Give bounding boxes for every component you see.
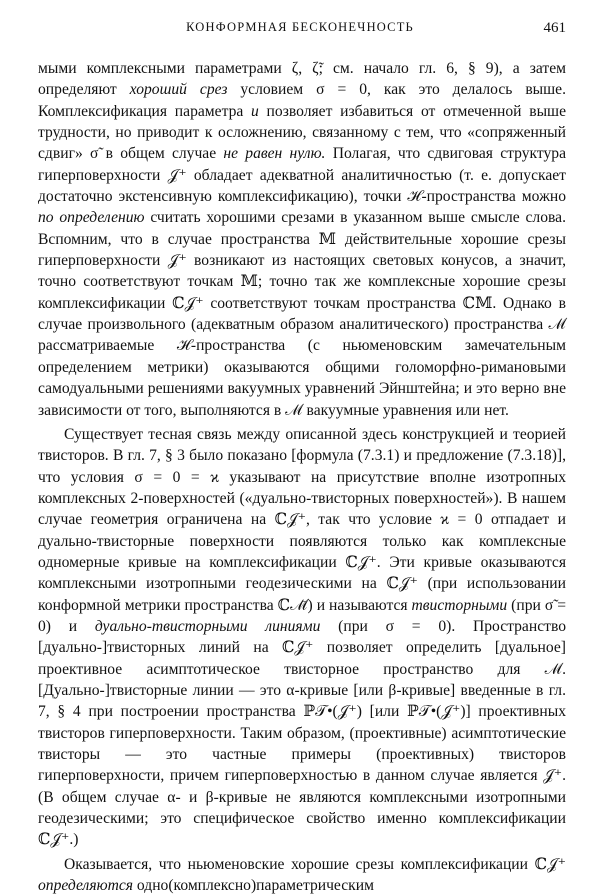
italic-term: определяются — [38, 877, 134, 895]
text-run: одно(комплексно)параметрическим — [133, 877, 374, 895]
running-title: КОНФОРМНАЯ БЕСКОНЕЧНОСТЬ — [186, 20, 414, 34]
italic-term: хороший срез — [129, 81, 228, 99]
text-run: Оказывается, что ньюменовские хорошие срезы комплексификации ℂ𝒥⁺ — [64, 855, 566, 873]
text-run: Существует тесная связь между описанной здесь конструкцией и теорией твисторов. В гл. 7, § 3 было показано [формула (7.3.1) и предложение (7.3.18)], что условия σ = 0 = ϰ указывают на присутствие вполне изотропных комплексных 2-поверхностей («дуально-твисторных поверхностей»). В нашем случае геометрия ограничена на ℂ𝒥⁺, так что условие ϰ = 0 отпадает и дуально-твисторные поверхности появляются только как комплексные одномерные кривые на комплексификации ℂ𝒥⁺. Эти кривые оказываются комплексными изотропными геодезическими на ℂ𝒥⁺ (при использовании конформной метрики пространства ℂℳ̃) и называются — [38, 425, 566, 614]
text-run: условием σ = 0, как это делалось выше. Комплексификация параметра — [38, 81, 566, 120]
italic-term: дуально-твисторными линиями — [94, 617, 321, 635]
page-body — [38, 58, 566, 896]
italic-term: твисторными — [411, 596, 508, 614]
page-header — [0, 20, 600, 44]
paragraph — [38, 854, 566, 896]
text-run: Полагая, что сдвиговая структура гиперповерхности 𝒥⁺ обладает адекватной аналитичностью (т. е. допускает достаточно экстенсивную комплексификацию), точки ℋ-пространства можно — [38, 145, 567, 206]
text-run: (при σ = 0). Пространство [дуально-]твисторных линий на ℂ𝒥⁺ позволяет определить [дуальное] проективное асимптотическое твисторное пространство для ℳ. [Дуально-]твисторные линии — это α-кривые [или β-кривые] введенные в гл. 7, § 4 при построении пространства ℙ𝒯•(𝒥⁺) [или ℙ𝒯•(𝒥⁺)] проективных твисторов гиперповерхности. Таким образом, (проективные) асимптотические твисторы — это частные примеры (проективных) твисторов гиперповерхности, причем гиперповерхностью в данном случае является 𝒥⁺. (В общем случае α- и β-кривые не являются комплексными изотропными геодезическими; это специфическое свойство именно комплексификации ℂ𝒥⁺.) — [38, 617, 566, 849]
text-run: считать хорошими срезами в указанном выше смысле слова. Вспомним, что в случае пространства 𝕄 действительные хорошие срезы гиперповерхности 𝒥⁺ возникают из настоящих световых конусов, а значит, точно соответствуют точкам 𝕄; точно так же комплексные хорошие срезы комплексификации ℂ𝒥⁺ соответствуют точкам пространства ℂ𝕄. Однако в случае произвольного (адекватным образом аналитического) пространства ℳ рассматриваемые ℋ-пространства (с ньюменовским замечательным определением метрики) оказываются общими голоморфно-римановыми самодуальными решениями вакуумных уравнений Эйнштейна; и это верно вне зависимости от того, выполняются в ℳ вакуумные уравнения или нет. — [38, 209, 566, 419]
paragraph — [38, 58, 566, 421]
text-run: (при σ̃ = 0) и — [38, 596, 566, 635]
italic-term: u — [251, 102, 259, 120]
text-run: мыми комплексными параметрами ζ, ζ̃; см. начало гл. 6, § 9), а затем определяют — [38, 60, 566, 99]
paragraph — [38, 424, 566, 851]
italic-term: по определению — [38, 209, 145, 227]
page-number: 461 — [543, 20, 566, 36]
italic-term: не равен нулю. — [223, 145, 326, 163]
text-run: позволяет избавиться от отмеченной выше трудности, но приводит к осложнению, связанному с тем, что «сопряженный сдвиг» σ̃ в общем случае — [38, 102, 566, 163]
